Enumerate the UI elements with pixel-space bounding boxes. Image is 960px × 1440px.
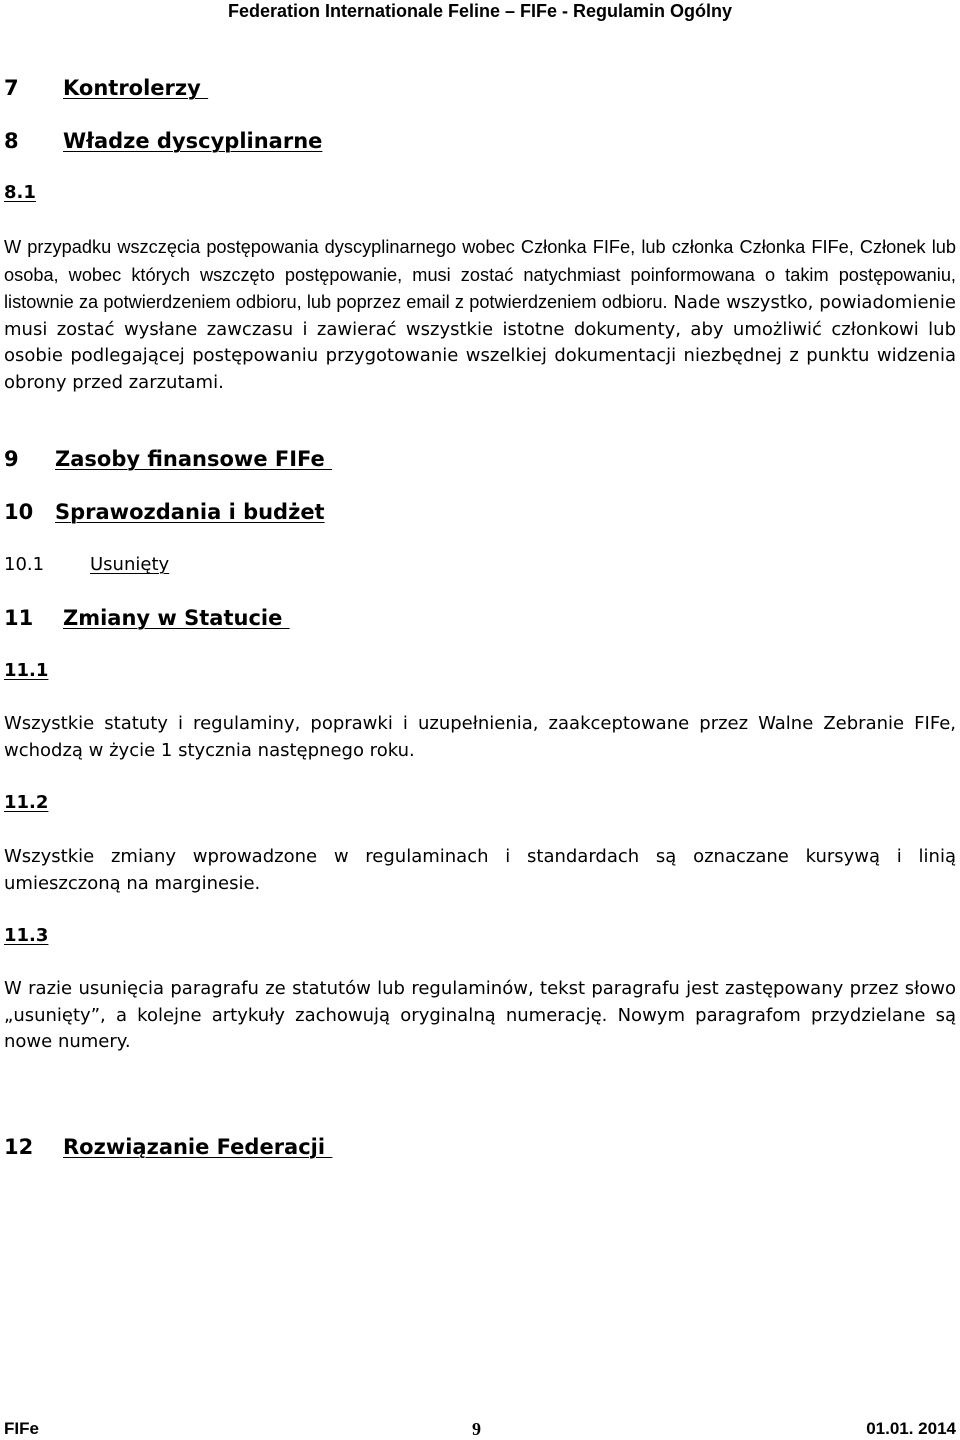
heading-10-title: Sprawozdania i budżet — [55, 500, 325, 524]
heading-8-title: Władze dyscyplinarne — [63, 129, 323, 153]
subheading-11-1: 11.1 — [4, 660, 49, 681]
paragraph-11-3: W razie usunięcia paragrafu ze statutów lub regulaminów, tekst paragrafu jest zastępowany przez słowo „usunięty”, a kolejne artykuły zachowują oryginalną numerację. Nowym paragrafom przydzielane są nowe numery. — [4, 978, 956, 1052]
heading-11-title: Zmiany w Statucie — [63, 606, 290, 630]
subheading-11-3: 11.3 — [4, 925, 49, 946]
paragraph-11-2: Wszystkie zmiany wprowadzone w regulaminach i standardach są oznaczane kursywą i linią umieszczoną na marginesie. — [4, 846, 956, 894]
paragraph-8-1 — [4, 234, 956, 396]
subheading-11-2: 11.2 — [4, 792, 49, 813]
heading-10-1-title: Usunięty — [90, 554, 170, 575]
paragraph-8-1-part-a: W przypadku wszczęcia postępowania dyscyplinarnego wobec Członka FIFe, lub członka Członka FIFe, Członek lub osoba, wobec których wszczęto postępowanie, musi zostać natychmiast poinformowana o takim postępowaniu, listownie za potwierdzeniem odbioru, lub poprzez email z potwierdzeniem odbioru. — [4, 237, 956, 312]
paragraph-11-1: Wszystkie statuty i regulaminy, poprawki i uzupełnienia, zaakceptowane przez Walne Zebranie FIFe, wchodzą w życie 1 stycznia następnego roku. — [4, 713, 956, 761]
heading-7 — [4, 76, 208, 100]
heading-8-number: 8 — [4, 129, 19, 153]
footer-page-number: 9 — [472, 1419, 481, 1439]
footer-org: FIFe — [4, 1419, 39, 1438]
heading-9-title: Zasoby finansowe FIFe — [55, 447, 333, 471]
heading-7-number: 7 — [4, 76, 19, 100]
heading-12-number: 12 — [4, 1135, 34, 1159]
heading-9-number: 9 — [4, 447, 19, 471]
heading-8 — [4, 129, 322, 153]
heading-12 — [4, 1135, 332, 1159]
paragraph-8-1-part-b: Nade wszystko, powiadomienie musi zostać wysłane zawczasu i zawierać wszystkie istotne dokumenty, aby umożliwić członkowi lub osobie podlegającej postępowaniu przygotowanie wszelkiej dokumentacji niezbędnej z punktu widzenia obrony przed zarzutami. — [4, 292, 956, 393]
heading-9 — [4, 447, 332, 471]
running-header: Federation Internationale Feline – FIFe - Regulamin Ogólny — [227, 1, 733, 21]
heading-10-1-number: 10.1 — [4, 554, 45, 575]
heading-10-number: 10 — [4, 500, 34, 524]
subheading-8-1: 8.1 — [4, 182, 36, 203]
footer-date: 01.01. 2014 — [866, 1419, 956, 1438]
heading-10 — [4, 500, 325, 524]
heading-11-number: 11 — [4, 606, 34, 630]
heading-7-title: Kontrolerzy — [63, 76, 209, 100]
heading-12-title: Rozwiązanie Federacji — [63, 1135, 333, 1159]
heading-11 — [4, 606, 290, 630]
heading-10-1 — [4, 553, 169, 577]
